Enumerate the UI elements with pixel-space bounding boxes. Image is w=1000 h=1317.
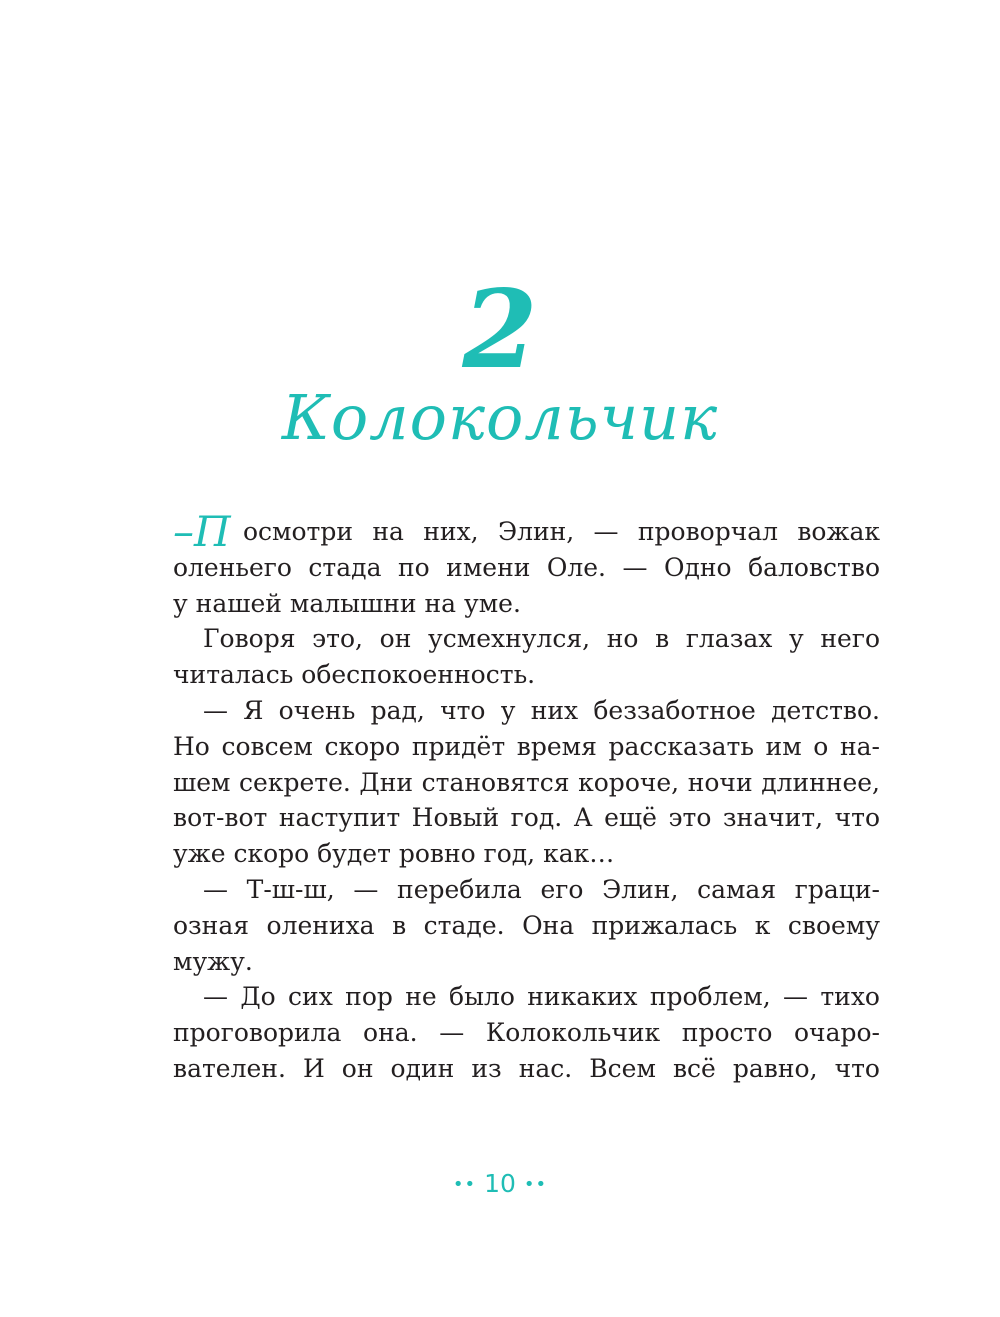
text-line: — Т-ш-ш, — перебила его Элин, самая граци- — [203, 874, 880, 904]
text-line: читалась обеспокоенность. — [173, 660, 536, 690]
dots-right-ornament: •• — [523, 1174, 548, 1195]
dots-left-ornament: •• — [452, 1174, 477, 1195]
page-footer — [0, 1166, 1000, 1203]
text-line: Но совсем скоро придёт время рассказать им о на- — [173, 731, 880, 761]
text-line: оленьего стада по имени Оле. — Одно баловство — [173, 552, 880, 582]
text-line: вот-вот наступит Новый год. А ещё это значит, что — [173, 803, 880, 833]
text-line: шем секрете. Дни становятся короче, ночи длиннее, — [173, 767, 880, 797]
chapter-title: Колокольчик — [281, 381, 719, 454]
text-line: мужу. — [173, 946, 253, 976]
text-line — [173, 507, 880, 556]
text-line: проговорила она. — Колокольчик просто очаро- — [173, 1018, 880, 1048]
page-number: 10 — [484, 1169, 516, 1198]
chapter-number: 2 — [462, 267, 538, 393]
body-text — [173, 507, 880, 1087]
text-line: озная олениха в стаде. Она прижалась к своему — [173, 910, 880, 940]
text-line: — До сих пор не было никаких проблем, — тихо — [203, 982, 880, 1012]
text-line: уже скоро будет ровно год, как… — [173, 839, 615, 869]
text-line: Говоря это, он усмехнулся, но в глазах у него — [203, 624, 880, 654]
text-line-content: осмотри на них, Элин, — проворчал вожак — [243, 517, 880, 546]
text-line: — Я очень рад, что у них беззаботное детство. — [203, 695, 880, 725]
text-line: у нашей малышни на уме. — [173, 588, 521, 618]
text-line: вателен. И он один из нас. Всем всё равно, что — [173, 1053, 880, 1083]
drop-cap: –П — [173, 507, 231, 556]
